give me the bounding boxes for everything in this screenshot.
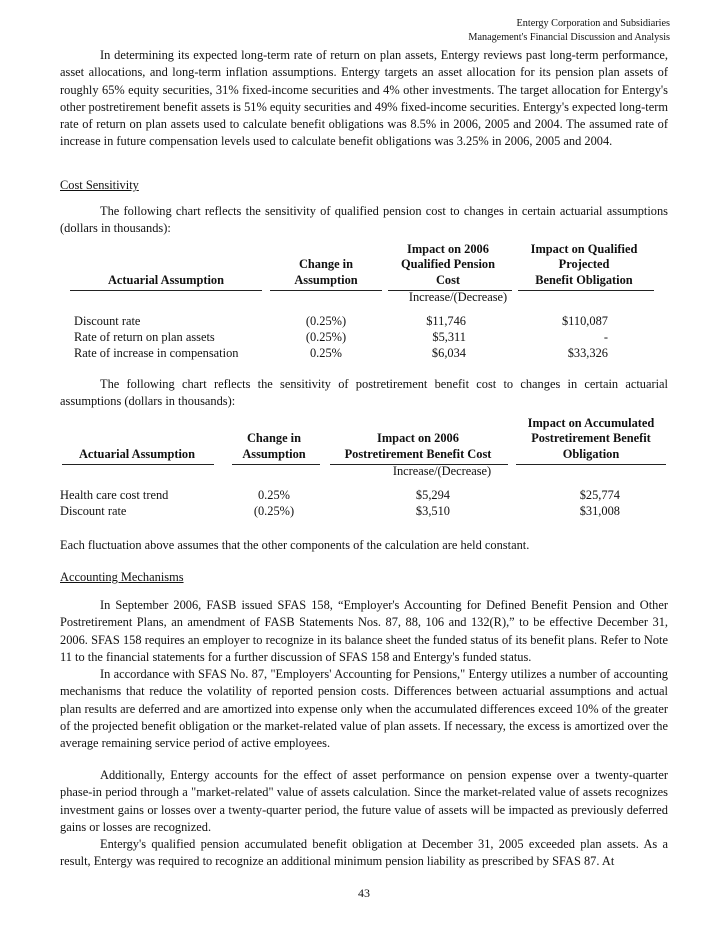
pension-col-impact-header-3: Cost [435,273,461,287]
post-col-obligation-header-3: Obligation [562,447,620,461]
pension-col-obligation-header-1: Impact on Qualified [530,242,638,256]
row-assumption: Rate of return on plan assets [74,330,215,344]
post-header-rule [62,464,214,465]
row-impact: $5,311 [432,330,466,344]
pension-col-assumption-header: Actuarial Assumption [107,273,224,287]
paragraph-rate-of-return: In determining its expected long-term rate of return on plan assets, Entergy reviews past long-term performance, asset allocations, and long-term inflation assumptions. Entergy targets an asset allocation for its pension plan assets of roughly 65% equity securities, 31% fixed-income securities and 4% other investments. The target allocation for Entergy's other postretirement benefit assets is 51% equity securities and 49% fixed-income securities. Entergy's expected long-term rate of return on plan assets used to calculate benefit obligations was 8.5% in 2006, 2005 and 2004. The assumed rate of increase in future compensation levels used to calculate benefit obligations was 3.25% in 2006, 2005 and 2004. [60,48,668,149]
row-impact: $6,034 [431,346,466,360]
paragraph-market-related-value: Additionally, Entergy accounts for the effect of asset performance on pension expense over a twenty-quarter phase-in period through a "market-related" value of assets calculation. Since the market-related value of assets recognizes investment gains or losses over a twenty-quarter period, the future value of assets will be impacted as previously deferred gains or losses are recognized. [60,768,668,834]
pension-col-impact-header-1: Impact on 2006 [407,242,489,256]
row-obligation: $110,087 [561,314,608,328]
post-subheader: Increase/(Decrease) [392,464,492,478]
row-assumption: Discount rate [60,504,127,518]
row-assumption: Rate of increase in compensation [74,346,239,360]
pension-col-change-header-2: Assumption [294,273,358,287]
fluctuation-note: Each fluctuation above assumes that the other components of the calculation are held constant. [60,538,530,552]
row-change: 0.25% [309,346,342,360]
pension-header-rule [518,290,654,291]
row-assumption: Health care cost trend [60,488,169,502]
header-company: Entergy Corporation and Subsidiaries [516,18,670,29]
row-change: 0.25% [257,488,290,502]
running-header [468,17,670,45]
pension-col-obligation-header-3: Benefit Obligation [535,273,633,287]
post-col-obligation-header-1: Impact on Accumulated [527,416,655,430]
paragraph-accumulated-benefit-obligation: Entergy's qualified pension accumulated benefit obligation at December 31, 2005 exceeded plan assets. As a result, Entergy was required to recognize an additional minimum pension liability as prescribed by SFAS 87. At [60,837,668,869]
page-number: 43 [358,886,370,900]
post-col-change-header-2: Assumption [242,447,306,461]
header-section: Management's Financial Discussion and Analysis [468,32,670,43]
pension-header-rule [270,290,382,291]
post-col-change-header-1: Change in [246,431,302,445]
post-header-rule [516,464,666,465]
row-change: (0.25%) [305,314,347,328]
post-col-impact-header-1: Impact on 2006 [377,431,459,445]
pension-header-rule [70,290,262,291]
row-obligation: $31,008 [579,504,620,518]
row-assumption: Discount rate [74,314,141,328]
post-col-obligation-header-2: Postretirement Benefit [531,431,651,445]
row-obligation: - [603,330,608,344]
row-change: (0.25%) [305,330,347,344]
postretirement-intro-paragraph: The following chart reflects the sensitivity of postretirement benefit cost to changes in certain actuarial assumptions (dollars in thousands): [60,377,668,409]
row-impact: $5,294 [415,488,450,502]
row-change: (0.25%) [253,504,295,518]
post-col-assumption-header: Actuarial Assumption [78,447,195,461]
row-obligation: $33,326 [567,346,608,360]
pension-col-obligation-header-2: Projected [558,257,610,271]
post-col-impact-header-2: Postretirement Benefit Cost [344,447,492,461]
pension-col-change-header-1: Change in [298,257,354,271]
pension-col-impact-header-2: Qualified Pension [401,257,495,271]
post-header-rule [232,464,320,465]
paragraph-sfas-158: In September 2006, FASB issued SFAS 158, “Employer's Accounting for Defined Benefit Pension and Other Postretirement Plans, an amendment of FASB Statements Nos. 87, 88, 106 and 132(R),” to be effective December 31, 2006. SFAS 158 requires an employer to recognize in its balance sheet the funded status of its benefit plans. Refer to Note 11 to the financial statements for a further discussion of SFAS 158 and Entergy's funded status. [60,598,668,664]
row-impact: $11,746 [426,314,466,328]
accounting-mechanisms-heading: Accounting Mechanisms [60,570,184,584]
paragraph-sfas-87: In accordance with SFAS No. 87, "Employers' Accounting for Pensions," Entergy utilizes a number of accounting mechanisms that reduce the volatility of reported pension costs. Differences between actuarial assumptions and actual plan results are deferred and are amortized into expense only when the accumulated differences exceed 10% of the greater of the projected benefit obligation or the market-related value of plan assets. If necessary, the excess is amortized over the average remaining service period of active employees. [60,667,668,751]
pension-intro-paragraph: The following chart reflects the sensitivity of qualified pension cost to changes in certain actuarial assumptions (dollars in thousands): [60,204,668,236]
cost-sensitivity-heading: Cost Sensitivity [60,178,139,192]
row-impact: $3,510 [415,504,450,518]
row-obligation: $25,774 [579,488,620,502]
pension-subheader: Increase/(Decrease) [408,290,508,304]
